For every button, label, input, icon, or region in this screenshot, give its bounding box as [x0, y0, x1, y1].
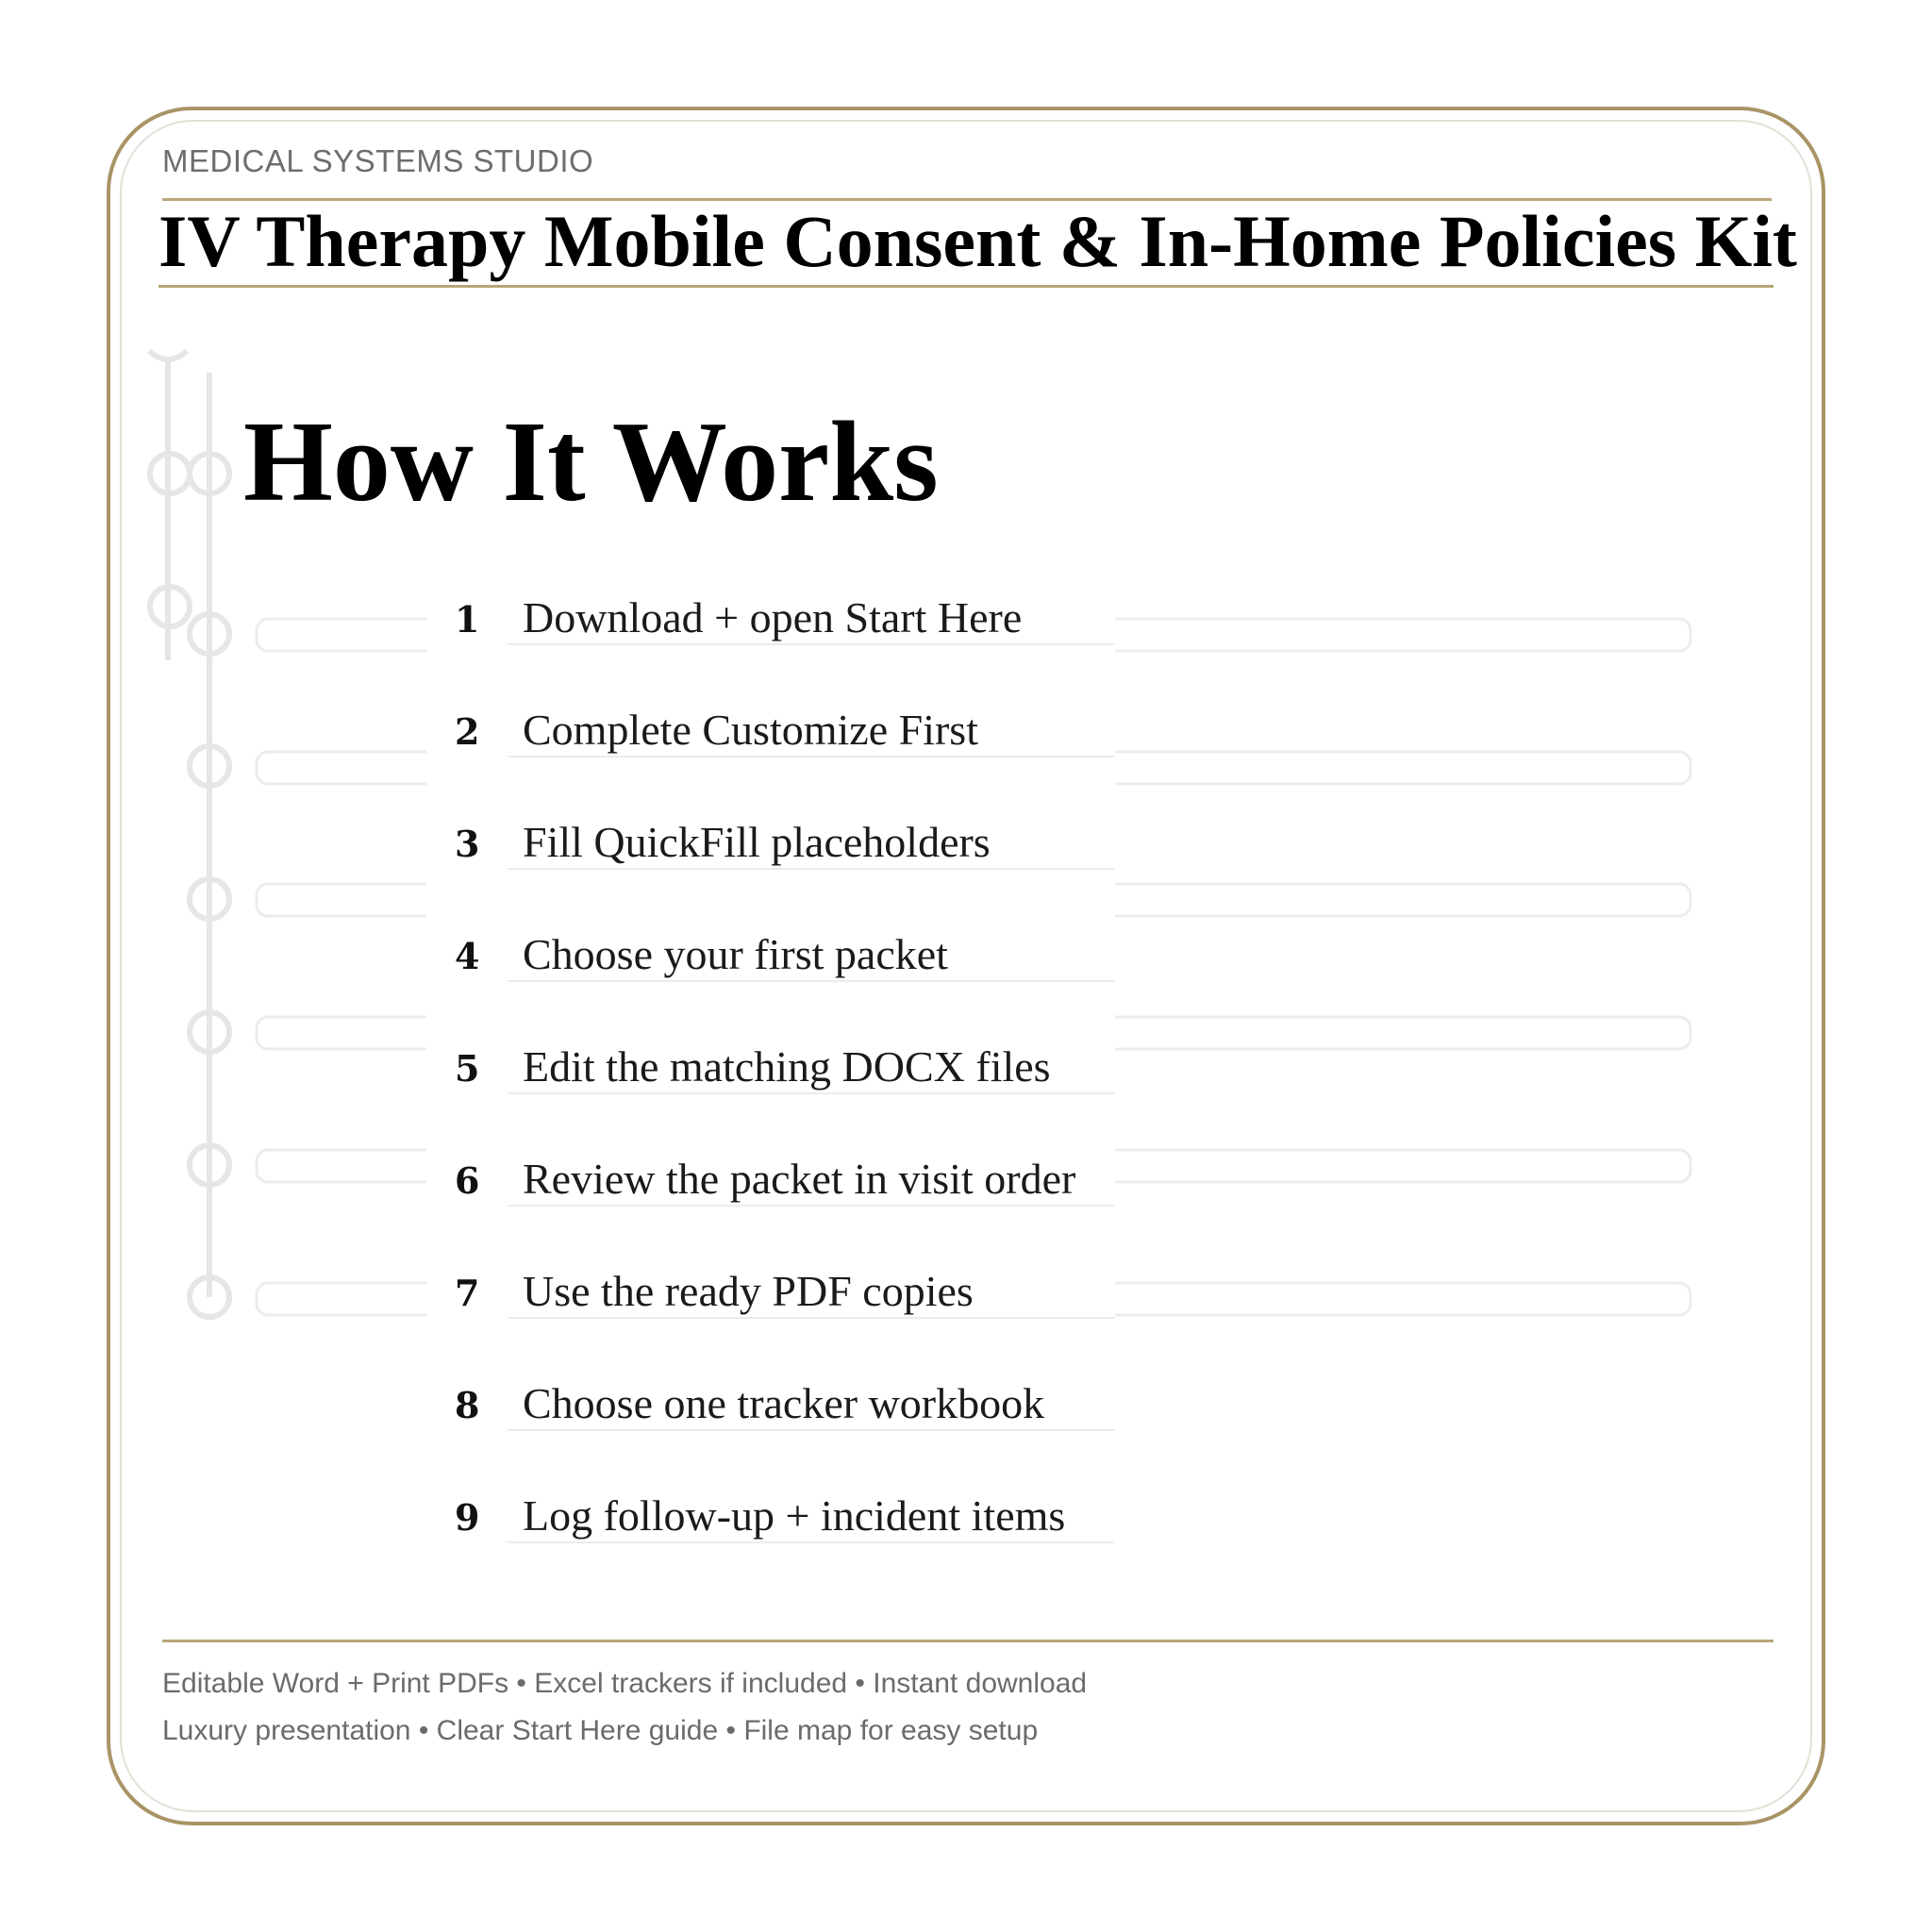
step-divider [508, 1205, 1115, 1207]
step-item [426, 800, 1115, 912]
step-item [426, 688, 1115, 800]
step-number: 3 [455, 823, 480, 865]
step-number: 1 [455, 598, 480, 641]
step-number: 5 [455, 1047, 480, 1090]
brand-label: MEDICAL SYSTEMS STUDIO [162, 143, 594, 178]
step-divider [508, 1317, 1115, 1319]
step-divider [508, 1092, 1115, 1094]
step-text: Review the packet in visit order [523, 1155, 1076, 1203]
footer-features-line: Editable Word + Print PDFs • Excel trackers if included • Instant download [162, 1668, 1088, 1699]
steps-list [426, 575, 1115, 1586]
step-number: 9 [455, 1496, 480, 1539]
step-divider [508, 980, 1115, 982]
step-number: 6 [455, 1159, 480, 1202]
spine-cap [149, 351, 187, 359]
step-text: Download + open Start Here [523, 593, 1023, 641]
step-item [426, 1361, 1115, 1474]
step-text: Choose your first packet [523, 930, 948, 978]
step-divider [508, 1429, 1115, 1431]
step-number: 2 [455, 710, 480, 753]
step-text: Edit the matching DOCX files [523, 1042, 1051, 1091]
step-text: Choose one tracker workbook [523, 1379, 1045, 1427]
step-text: Use the ready PDF copies [523, 1267, 974, 1315]
step-number: 8 [455, 1384, 480, 1426]
step-divider [508, 868, 1115, 870]
step-item [426, 912, 1115, 1024]
step-text: Log follow-up + incident items [523, 1491, 1066, 1540]
step-text: Complete Customize First [523, 706, 978, 754]
footer-rule [162, 1640, 1774, 1642]
step-item [426, 1024, 1115, 1137]
step-divider [508, 1541, 1115, 1543]
step-number: 4 [455, 935, 480, 977]
kit-title: IV Therapy Mobile Consent & In-Home Policies Kit [158, 200, 1797, 282]
step-item [426, 1249, 1115, 1361]
step-text: Fill QuickFill placeholders [523, 818, 991, 866]
step-item [426, 575, 1115, 688]
section-heading: How It Works [243, 398, 939, 525]
step-item [426, 1474, 1115, 1586]
step-divider [508, 756, 1115, 758]
step-item [426, 1137, 1115, 1249]
footer-highlights-line: Luxury presentation • Clear Start Here guide • File map for easy setup [162, 1715, 1039, 1746]
step-divider [508, 643, 1115, 645]
step-number: 7 [455, 1272, 480, 1314]
